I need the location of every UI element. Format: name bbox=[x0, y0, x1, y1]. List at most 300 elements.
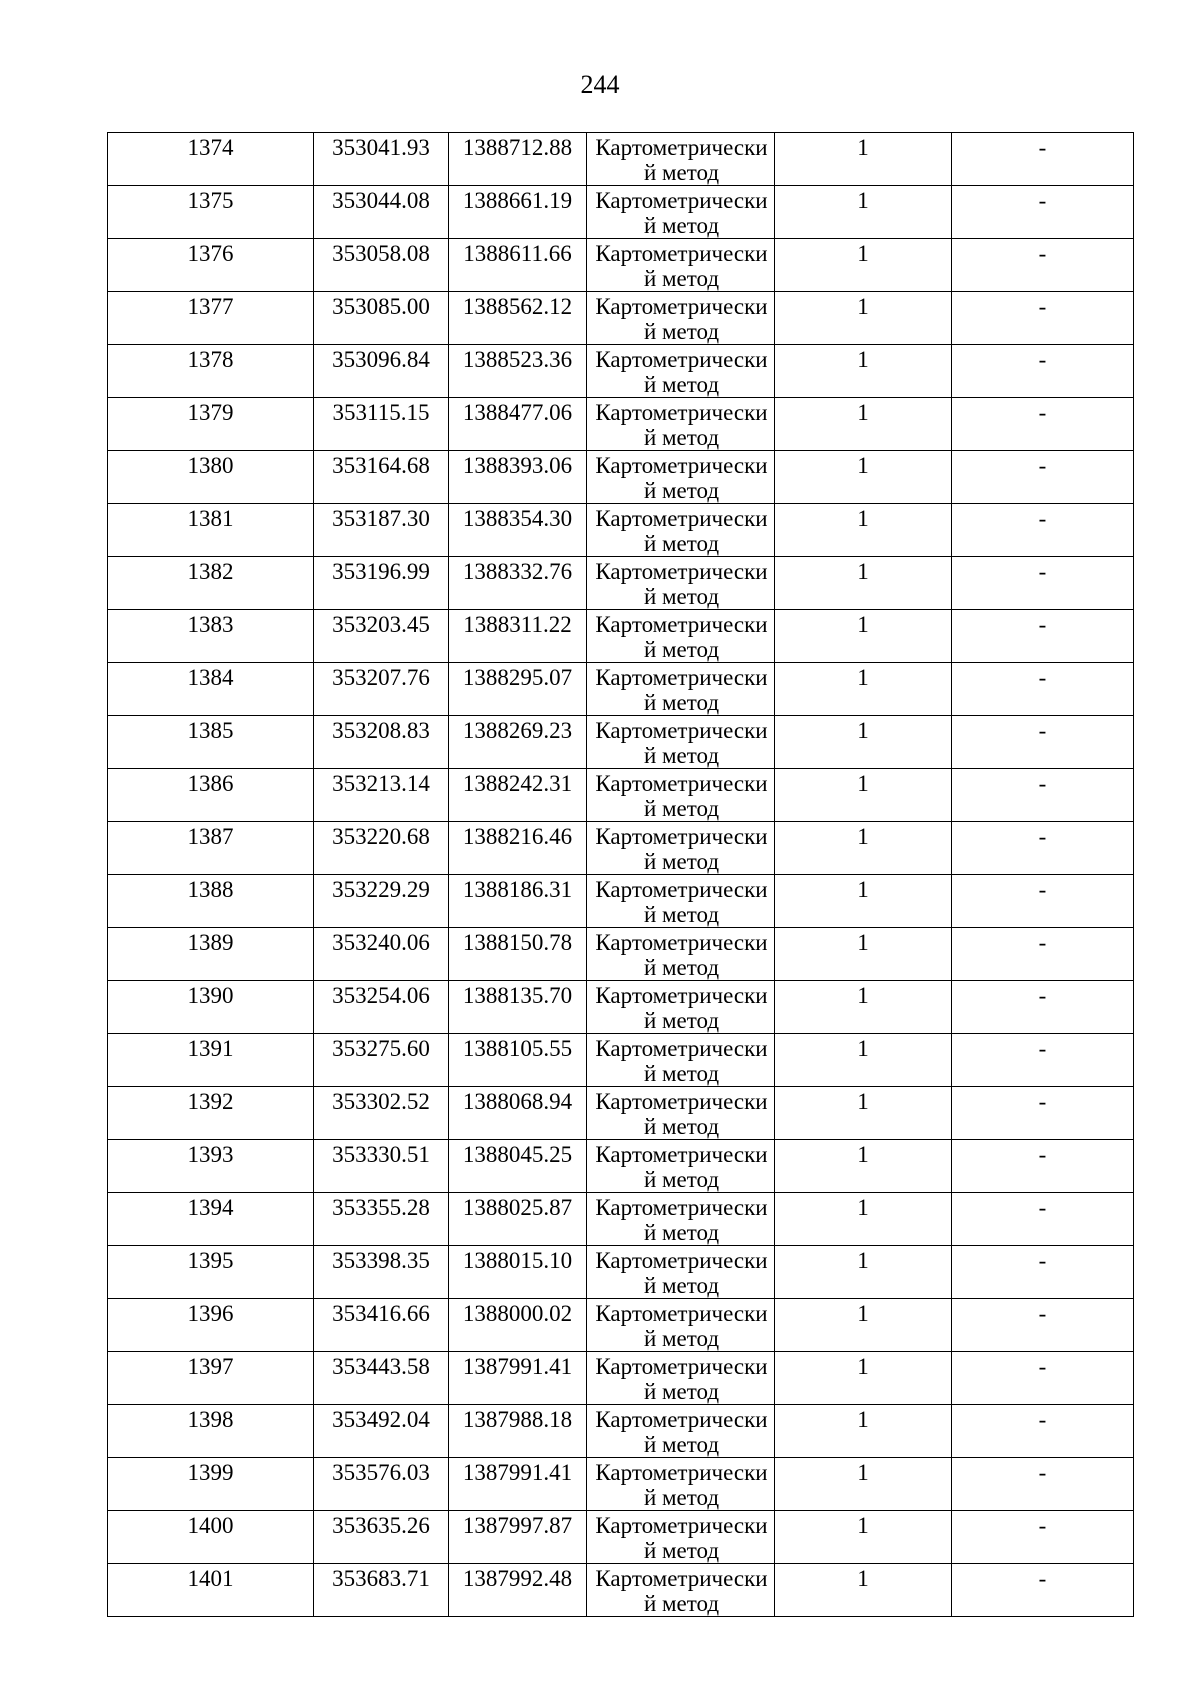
table-row bbox=[108, 1193, 1134, 1246]
y-coordinate-cell-text: 1388216.46 bbox=[462, 824, 573, 849]
y-coordinate-cell-text: 1388661.19 bbox=[462, 188, 573, 213]
point-number-cell-text: 1385 bbox=[187, 718, 234, 743]
note-cell bbox=[952, 1299, 1134, 1352]
x-coordinate-cell bbox=[314, 875, 449, 928]
method-cell bbox=[587, 1034, 775, 1087]
note-cell bbox=[952, 451, 1134, 504]
y-coordinate-cell bbox=[449, 398, 587, 451]
note-cell-text: - bbox=[1038, 1142, 1047, 1167]
note-cell-text: - bbox=[1038, 877, 1047, 902]
y-coordinate-cell-text: 1388150.78 bbox=[462, 930, 573, 955]
point-number-cell-text: 1387 bbox=[187, 824, 234, 849]
point-number-cell-text: 1374 bbox=[187, 135, 234, 160]
accuracy-cell bbox=[775, 239, 952, 292]
y-coordinate-cell-text: 1387991.41 bbox=[462, 1460, 573, 1485]
accuracy-cell bbox=[775, 1034, 952, 1087]
y-coordinate-cell bbox=[449, 1511, 587, 1564]
table-row bbox=[108, 292, 1134, 345]
y-coordinate-cell-text: 1388105.55 bbox=[462, 1036, 573, 1061]
method-cell-text: Картометрический метод bbox=[595, 347, 768, 397]
y-coordinate-cell-text: 1388025.87 bbox=[462, 1195, 573, 1220]
table-row bbox=[108, 239, 1134, 292]
point-number-cell-text: 1388 bbox=[187, 877, 234, 902]
y-coordinate-cell-text: 1388186.31 bbox=[462, 877, 573, 902]
method-cell bbox=[587, 663, 775, 716]
method-cell bbox=[587, 1352, 775, 1405]
point-number-cell bbox=[108, 663, 314, 716]
point-number-cell bbox=[108, 1034, 314, 1087]
accuracy-cell bbox=[775, 1564, 952, 1617]
method-cell bbox=[587, 981, 775, 1034]
note-cell bbox=[952, 133, 1134, 186]
table-row bbox=[108, 1087, 1134, 1140]
accuracy-cell bbox=[775, 1087, 952, 1140]
method-cell-text: Картометрический метод bbox=[595, 188, 768, 238]
accuracy-cell bbox=[775, 928, 952, 981]
y-coordinate-cell-text: 1387988.18 bbox=[462, 1407, 573, 1432]
y-coordinate-cell-text: 1388015.10 bbox=[462, 1248, 573, 1273]
y-coordinate-cell bbox=[449, 928, 587, 981]
y-coordinate-cell bbox=[449, 875, 587, 928]
x-coordinate-cell bbox=[314, 292, 449, 345]
method-cell bbox=[587, 610, 775, 663]
method-cell bbox=[587, 1511, 775, 1564]
accuracy-cell-text: 1 bbox=[857, 347, 869, 372]
method-cell bbox=[587, 1405, 775, 1458]
x-coordinate-cell-text: 353330.51 bbox=[332, 1142, 430, 1167]
point-number-cell bbox=[108, 981, 314, 1034]
point-number-cell-text: 1392 bbox=[187, 1089, 234, 1114]
y-coordinate-cell bbox=[449, 981, 587, 1034]
point-number-cell-text: 1390 bbox=[187, 983, 234, 1008]
table-row bbox=[108, 1458, 1134, 1511]
x-coordinate-cell-text: 353355.28 bbox=[332, 1195, 430, 1220]
y-coordinate-cell-text: 1388523.36 bbox=[462, 347, 573, 372]
accuracy-cell-text: 1 bbox=[857, 1354, 869, 1379]
accuracy-cell bbox=[775, 610, 952, 663]
accuracy-cell-text: 1 bbox=[857, 559, 869, 584]
accuracy-cell bbox=[775, 1140, 952, 1193]
method-cell-text: Картометрический метод bbox=[595, 1513, 768, 1563]
point-number-cell bbox=[108, 239, 314, 292]
accuracy-cell bbox=[775, 1511, 952, 1564]
y-coordinate-cell bbox=[449, 345, 587, 398]
method-cell-text: Картометрический метод bbox=[595, 612, 768, 662]
method-cell-text: Картометрический метод bbox=[595, 1566, 768, 1616]
y-coordinate-cell-text: 1388562.12 bbox=[462, 294, 573, 319]
x-coordinate-cell-text: 353576.03 bbox=[332, 1460, 430, 1485]
note-cell bbox=[952, 1405, 1134, 1458]
table-row bbox=[108, 1246, 1134, 1299]
note-cell bbox=[952, 186, 1134, 239]
y-coordinate-cell-text: 1388269.23 bbox=[462, 718, 573, 743]
y-coordinate-cell bbox=[449, 133, 587, 186]
point-number-cell bbox=[108, 716, 314, 769]
method-cell-text: Картометрический метод bbox=[595, 824, 768, 874]
note-cell bbox=[952, 504, 1134, 557]
note-cell-text: - bbox=[1038, 453, 1047, 478]
accuracy-cell-text: 1 bbox=[857, 1089, 869, 1114]
x-coordinate-cell-text: 353044.08 bbox=[332, 188, 430, 213]
point-number-cell-text: 1400 bbox=[187, 1513, 234, 1538]
method-cell-text: Картометрический метод bbox=[595, 718, 768, 768]
accuracy-cell bbox=[775, 398, 952, 451]
x-coordinate-cell-text: 353220.68 bbox=[332, 824, 430, 849]
accuracy-cell bbox=[775, 133, 952, 186]
point-number-cell bbox=[108, 504, 314, 557]
accuracy-cell-text: 1 bbox=[857, 1513, 869, 1538]
x-coordinate-cell bbox=[314, 239, 449, 292]
accuracy-cell-text: 1 bbox=[857, 1036, 869, 1061]
method-cell-text: Картометрический метод bbox=[595, 135, 768, 185]
x-coordinate-cell-text: 353635.26 bbox=[332, 1513, 430, 1538]
method-cell-text: Картометрический метод bbox=[595, 665, 768, 715]
method-cell bbox=[587, 1087, 775, 1140]
note-cell bbox=[952, 239, 1134, 292]
note-cell-text: - bbox=[1038, 771, 1047, 796]
table-row bbox=[108, 557, 1134, 610]
method-cell-text: Картометрический метод bbox=[595, 1195, 768, 1245]
accuracy-cell bbox=[775, 557, 952, 610]
table-row bbox=[108, 928, 1134, 981]
y-coordinate-cell bbox=[449, 1140, 587, 1193]
x-coordinate-cell bbox=[314, 663, 449, 716]
point-number-cell-text: 1379 bbox=[187, 400, 234, 425]
x-coordinate-cell-text: 353203.45 bbox=[332, 612, 430, 637]
accuracy-cell-text: 1 bbox=[857, 771, 869, 796]
accuracy-cell-text: 1 bbox=[857, 400, 869, 425]
method-cell-text: Картометрический метод bbox=[595, 506, 768, 556]
table-row bbox=[108, 1299, 1134, 1352]
point-number-cell bbox=[108, 1564, 314, 1617]
accuracy-cell-text: 1 bbox=[857, 294, 869, 319]
x-coordinate-cell bbox=[314, 716, 449, 769]
y-coordinate-cell bbox=[449, 186, 587, 239]
note-cell-text: - bbox=[1038, 400, 1047, 425]
accuracy-cell-text: 1 bbox=[857, 877, 869, 902]
point-number-cell bbox=[108, 1193, 314, 1246]
accuracy-cell-text: 1 bbox=[857, 1566, 869, 1591]
x-coordinate-cell bbox=[314, 557, 449, 610]
x-coordinate-cell-text: 353302.52 bbox=[332, 1089, 430, 1114]
method-cell-text: Картометрический метод bbox=[595, 1301, 768, 1351]
method-cell bbox=[587, 1246, 775, 1299]
method-cell-text: Картометрический метод bbox=[595, 1036, 768, 1086]
accuracy-cell bbox=[775, 663, 952, 716]
note-cell bbox=[952, 928, 1134, 981]
x-coordinate-cell-text: 353115.15 bbox=[332, 400, 430, 425]
accuracy-cell bbox=[775, 1193, 952, 1246]
x-coordinate-cell-text: 353275.60 bbox=[332, 1036, 430, 1061]
x-coordinate-cell bbox=[314, 822, 449, 875]
note-cell-text: - bbox=[1038, 983, 1047, 1008]
y-coordinate-cell bbox=[449, 1299, 587, 1352]
accuracy-cell bbox=[775, 981, 952, 1034]
note-cell-text: - bbox=[1038, 559, 1047, 584]
method-cell-text: Картометрический метод bbox=[595, 1354, 768, 1404]
y-coordinate-cell bbox=[449, 1193, 587, 1246]
table-row bbox=[108, 981, 1134, 1034]
method-cell bbox=[587, 186, 775, 239]
accuracy-cell-text: 1 bbox=[857, 718, 869, 743]
y-coordinate-cell-text: 1387991.41 bbox=[462, 1354, 573, 1379]
accuracy-cell-text: 1 bbox=[857, 1460, 869, 1485]
y-coordinate-cell bbox=[449, 716, 587, 769]
y-coordinate-cell bbox=[449, 1458, 587, 1511]
y-coordinate-cell-text: 1388611.66 bbox=[463, 241, 572, 266]
accuracy-cell-text: 1 bbox=[857, 1142, 869, 1167]
x-coordinate-cell-text: 353213.14 bbox=[332, 771, 430, 796]
table-row bbox=[108, 1405, 1134, 1458]
x-coordinate-cell bbox=[314, 928, 449, 981]
x-coordinate-cell bbox=[314, 769, 449, 822]
x-coordinate-cell-text: 353208.83 bbox=[332, 718, 430, 743]
x-coordinate-cell bbox=[314, 1352, 449, 1405]
point-number-cell bbox=[108, 1246, 314, 1299]
note-cell bbox=[952, 1458, 1134, 1511]
table-row bbox=[108, 610, 1134, 663]
point-number-cell-text: 1395 bbox=[187, 1248, 234, 1273]
accuracy-cell bbox=[775, 186, 952, 239]
x-coordinate-cell bbox=[314, 1405, 449, 1458]
point-number-cell bbox=[108, 133, 314, 186]
y-coordinate-cell bbox=[449, 557, 587, 610]
y-coordinate-cell bbox=[449, 292, 587, 345]
method-cell bbox=[587, 1140, 775, 1193]
point-number-cell-text: 1381 bbox=[187, 506, 234, 531]
method-cell-text: Картометрический метод bbox=[595, 930, 768, 980]
note-cell-text: - bbox=[1038, 612, 1047, 637]
note-cell-text: - bbox=[1038, 665, 1047, 690]
method-cell-text: Картометрический метод bbox=[595, 1089, 768, 1139]
point-number-cell-text: 1394 bbox=[187, 1195, 234, 1220]
note-cell-text: - bbox=[1038, 241, 1047, 266]
x-coordinate-cell-text: 353492.04 bbox=[332, 1407, 430, 1432]
point-number-cell bbox=[108, 822, 314, 875]
method-cell-text: Картометрический метод bbox=[595, 559, 768, 609]
note-cell-text: - bbox=[1038, 1036, 1047, 1061]
y-coordinate-cell bbox=[449, 1034, 587, 1087]
accuracy-cell-text: 1 bbox=[857, 453, 869, 478]
y-coordinate-cell-text: 1388000.02 bbox=[462, 1301, 573, 1326]
point-number-cell bbox=[108, 610, 314, 663]
table-row bbox=[108, 1511, 1134, 1564]
method-cell bbox=[587, 1299, 775, 1352]
method-cell bbox=[587, 1564, 775, 1617]
point-number-cell-text: 1375 bbox=[187, 188, 234, 213]
note-cell-text: - bbox=[1038, 188, 1047, 213]
point-number-cell-text: 1396 bbox=[187, 1301, 234, 1326]
y-coordinate-cell-text: 1388477.06 bbox=[462, 400, 573, 425]
note-cell bbox=[952, 610, 1134, 663]
accuracy-cell-text: 1 bbox=[857, 1248, 869, 1273]
method-cell bbox=[587, 398, 775, 451]
method-cell bbox=[587, 716, 775, 769]
x-coordinate-cell-text: 353058.08 bbox=[332, 241, 430, 266]
accuracy-cell bbox=[775, 451, 952, 504]
x-coordinate-cell-text: 353416.66 bbox=[332, 1301, 430, 1326]
method-cell-text: Картометрический метод bbox=[595, 241, 768, 291]
x-coordinate-cell-text: 353085.00 bbox=[332, 294, 430, 319]
table-row bbox=[108, 1352, 1134, 1405]
note-cell-text: - bbox=[1038, 1248, 1047, 1273]
note-cell bbox=[952, 822, 1134, 875]
y-coordinate-cell bbox=[449, 1246, 587, 1299]
note-cell-text: - bbox=[1038, 135, 1047, 160]
x-coordinate-cell bbox=[314, 1246, 449, 1299]
point-number-cell-text: 1376 bbox=[187, 241, 234, 266]
method-cell-text: Картометрический метод bbox=[595, 1248, 768, 1298]
table-row bbox=[108, 451, 1134, 504]
note-cell-text: - bbox=[1038, 930, 1047, 955]
point-number-cell bbox=[108, 398, 314, 451]
y-coordinate-cell bbox=[449, 610, 587, 663]
accuracy-cell-text: 1 bbox=[857, 135, 869, 160]
note-cell-text: - bbox=[1038, 1460, 1047, 1485]
accuracy-cell bbox=[775, 716, 952, 769]
table-row bbox=[108, 875, 1134, 928]
accuracy-cell-text: 1 bbox=[857, 506, 869, 531]
x-coordinate-cell bbox=[314, 186, 449, 239]
method-cell bbox=[587, 1458, 775, 1511]
note-cell-text: - bbox=[1038, 1301, 1047, 1326]
point-number-cell-text: 1391 bbox=[187, 1036, 234, 1061]
accuracy-cell bbox=[775, 1405, 952, 1458]
accuracy-cell-text: 1 bbox=[857, 1195, 869, 1220]
point-number-cell bbox=[108, 451, 314, 504]
table-row bbox=[108, 186, 1134, 239]
accuracy-cell-text: 1 bbox=[857, 1301, 869, 1326]
x-coordinate-cell bbox=[314, 1193, 449, 1246]
y-coordinate-cell-text: 1388393.06 bbox=[462, 453, 573, 478]
accuracy-cell bbox=[775, 769, 952, 822]
x-coordinate-cell-text: 353096.84 bbox=[332, 347, 430, 372]
y-coordinate-cell bbox=[449, 504, 587, 557]
accuracy-cell-text: 1 bbox=[857, 1407, 869, 1432]
note-cell bbox=[952, 1564, 1134, 1617]
accuracy-cell-text: 1 bbox=[857, 930, 869, 955]
table-row bbox=[108, 345, 1134, 398]
x-coordinate-cell-text: 353187.30 bbox=[332, 506, 430, 531]
note-cell bbox=[952, 1087, 1134, 1140]
accuracy-cell bbox=[775, 875, 952, 928]
point-number-cell bbox=[108, 928, 314, 981]
note-cell-text: - bbox=[1038, 1513, 1047, 1538]
method-cell bbox=[587, 133, 775, 186]
y-coordinate-cell-text: 1388295.07 bbox=[462, 665, 573, 690]
point-number-cell bbox=[108, 769, 314, 822]
table-row bbox=[108, 769, 1134, 822]
y-coordinate-cell-text: 1388045.25 bbox=[462, 1142, 573, 1167]
method-cell-text: Картометрический метод bbox=[595, 1460, 768, 1510]
note-cell-text: - bbox=[1038, 1089, 1047, 1114]
x-coordinate-cell-text: 353207.76 bbox=[332, 665, 430, 690]
method-cell-text: Картометрический метод bbox=[595, 877, 768, 927]
accuracy-cell-text: 1 bbox=[857, 665, 869, 690]
note-cell-text: - bbox=[1038, 824, 1047, 849]
y-coordinate-cell-text: 1388242.31 bbox=[462, 771, 573, 796]
method-cell bbox=[587, 769, 775, 822]
page-number: 244 bbox=[580, 70, 620, 99]
method-cell bbox=[587, 451, 775, 504]
x-coordinate-cell bbox=[314, 610, 449, 663]
accuracy-cell bbox=[775, 822, 952, 875]
method-cell bbox=[587, 1193, 775, 1246]
note-cell-text: - bbox=[1038, 1566, 1047, 1591]
point-number-cell-text: 1377 bbox=[187, 294, 234, 319]
note-cell-text: - bbox=[1038, 718, 1047, 743]
point-number-cell-text: 1383 bbox=[187, 612, 234, 637]
accuracy-cell-text: 1 bbox=[857, 241, 869, 266]
x-coordinate-cell bbox=[314, 1458, 449, 1511]
x-coordinate-cell bbox=[314, 1034, 449, 1087]
y-coordinate-cell-text: 1388135.70 bbox=[462, 983, 573, 1008]
x-coordinate-cell bbox=[314, 1564, 449, 1617]
y-coordinate-cell bbox=[449, 1352, 587, 1405]
note-cell-text: - bbox=[1038, 1407, 1047, 1432]
table-row bbox=[108, 1034, 1134, 1087]
table-row bbox=[108, 1564, 1134, 1617]
note-cell-text: - bbox=[1038, 506, 1047, 531]
accuracy-cell bbox=[775, 345, 952, 398]
point-number-cell bbox=[108, 557, 314, 610]
method-cell bbox=[587, 504, 775, 557]
y-coordinate-cell-text: 1387992.48 bbox=[462, 1566, 573, 1591]
method-cell bbox=[587, 239, 775, 292]
accuracy-cell bbox=[775, 1352, 952, 1405]
point-number-cell-text: 1386 bbox=[187, 771, 234, 796]
point-number-cell bbox=[108, 345, 314, 398]
point-number-cell bbox=[108, 875, 314, 928]
point-number-cell-text: 1389 bbox=[187, 930, 234, 955]
note-cell bbox=[952, 1352, 1134, 1405]
x-coordinate-cell bbox=[314, 133, 449, 186]
x-coordinate-cell bbox=[314, 981, 449, 1034]
method-cell-text: Картометрический метод bbox=[595, 453, 768, 503]
y-coordinate-cell bbox=[449, 239, 587, 292]
point-number-cell bbox=[108, 1087, 314, 1140]
x-coordinate-cell-text: 353398.35 bbox=[332, 1248, 430, 1273]
y-coordinate-cell bbox=[449, 1405, 587, 1458]
x-coordinate-cell bbox=[314, 504, 449, 557]
x-coordinate-cell bbox=[314, 1299, 449, 1352]
table-row bbox=[108, 663, 1134, 716]
y-coordinate-cell bbox=[449, 822, 587, 875]
method-cell bbox=[587, 822, 775, 875]
point-number-cell bbox=[108, 1352, 314, 1405]
point-number-cell bbox=[108, 1405, 314, 1458]
method-cell bbox=[587, 928, 775, 981]
table-body bbox=[108, 133, 1134, 1617]
point-number-cell-text: 1399 bbox=[187, 1460, 234, 1485]
x-coordinate-cell bbox=[314, 345, 449, 398]
point-number-cell bbox=[108, 186, 314, 239]
method-cell bbox=[587, 345, 775, 398]
accuracy-cell bbox=[775, 292, 952, 345]
coordinates-table bbox=[107, 132, 1134, 1617]
table-row bbox=[108, 504, 1134, 557]
accuracy-cell bbox=[775, 1246, 952, 1299]
y-coordinate-cell-text: 1388311.22 bbox=[463, 612, 572, 637]
x-coordinate-cell bbox=[314, 1087, 449, 1140]
note-cell-text: - bbox=[1038, 1354, 1047, 1379]
method-cell bbox=[587, 557, 775, 610]
accuracy-cell bbox=[775, 1458, 952, 1511]
y-coordinate-cell-text: 1387997.87 bbox=[462, 1513, 573, 1538]
accuracy-cell bbox=[775, 504, 952, 557]
note-cell bbox=[952, 716, 1134, 769]
x-coordinate-cell-text: 353196.99 bbox=[332, 559, 430, 584]
